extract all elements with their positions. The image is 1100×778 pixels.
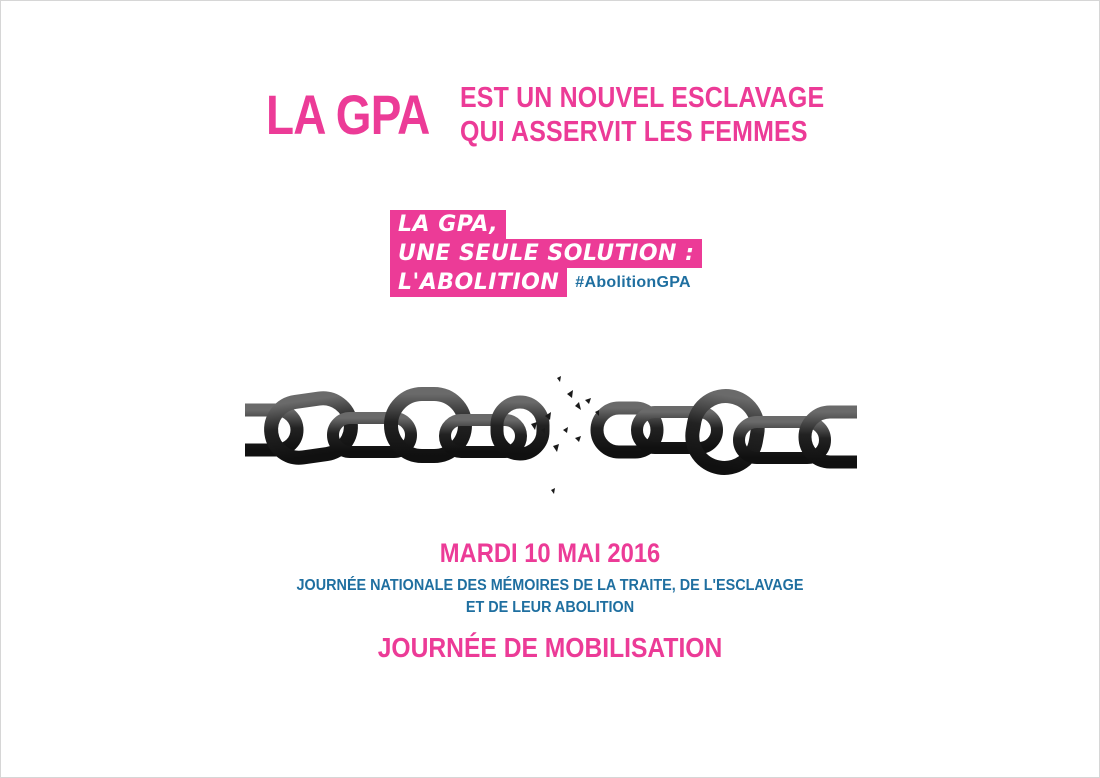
slogan-line-1: LA GPA, bbox=[390, 210, 506, 239]
slogan-last-row bbox=[390, 268, 702, 297]
headline bbox=[266, 78, 884, 152]
slogan-line-2: UNE SEULE SOLUTION : bbox=[390, 239, 702, 268]
headline-line-1: EST UN NOUVEL ESCLAVAGE bbox=[460, 82, 825, 114]
hashtag-label: #AbolitionGPA bbox=[575, 273, 691, 291]
headline-big-text: LA GPA bbox=[266, 83, 430, 146]
event-date: MARDI 10 MAI 2016 bbox=[439, 538, 661, 568]
slogan-line-3: L'ABOLITION bbox=[390, 268, 567, 297]
broken-chain-icon bbox=[245, 372, 857, 502]
subtitle-line-1: JOURNÉE NATIONALE DES MÉMOIRES DE LA TRAITE, DE L'ESCLAVAGE bbox=[296, 577, 804, 594]
mobilisation-title: JOURNÉE DE MOBILISATION bbox=[377, 632, 723, 663]
headline-lines bbox=[460, 78, 884, 152]
headline-line-2: QUI ASSERVIT LES FEMMES bbox=[460, 116, 808, 148]
slogan-block bbox=[390, 210, 702, 297]
subtitle-line-2: ET DE LEUR ABOLITION bbox=[465, 599, 635, 616]
